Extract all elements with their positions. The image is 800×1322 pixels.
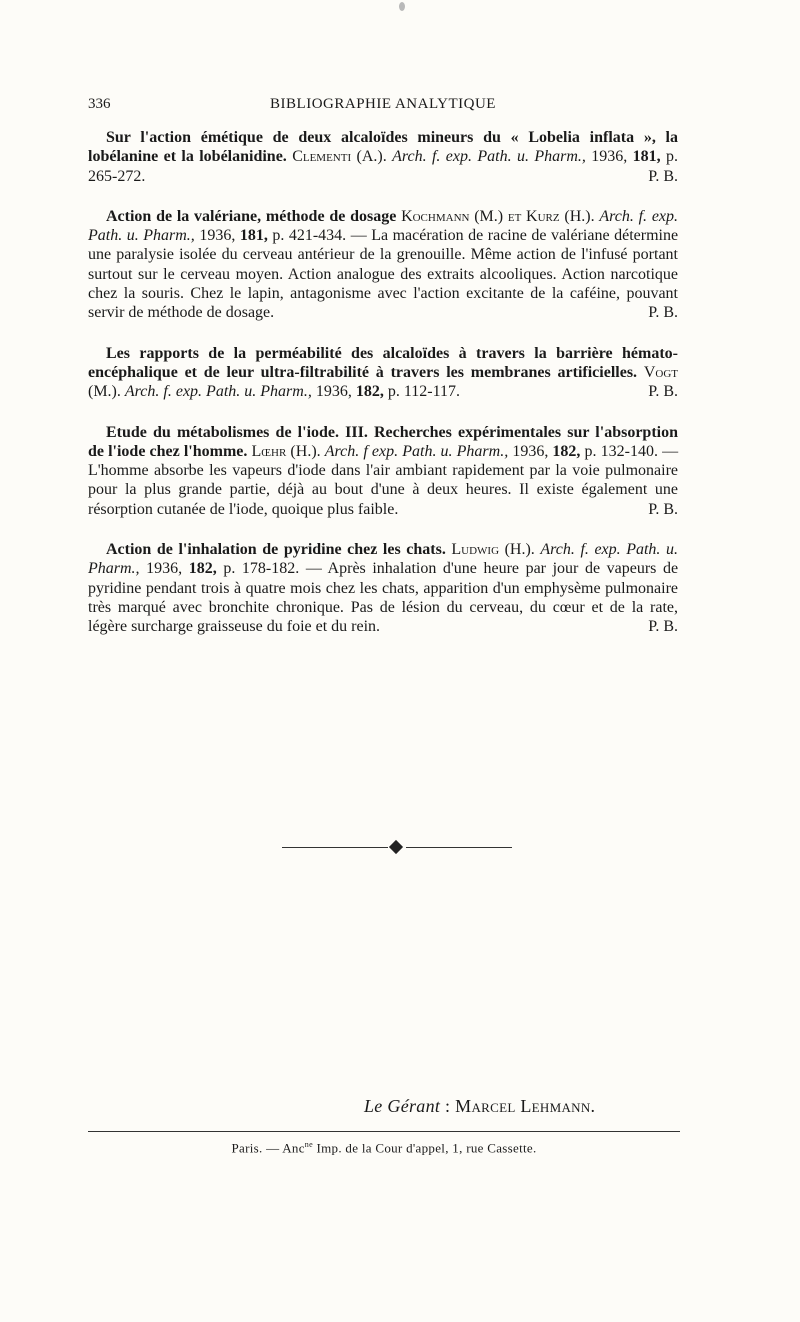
entry-volume: 182, xyxy=(355,383,384,401)
entry-year: 1936, xyxy=(591,148,628,166)
entry-pages: p. 132-140. xyxy=(584,442,658,460)
printer-imprint xyxy=(88,1140,680,1156)
entry-volume: 182, xyxy=(188,560,217,578)
entry-summary: — Après inhalation d'une heure par jour de vapeurs de pyridine pendant trois à quatre mois chez les chats, apparition d'un emphysème pulmonaire très marqué avec bronchite chronique. Pas de lésion du cerveau, du cœur et de la rate, légère surcharge graisseuse du foie et du rein. xyxy=(88,560,679,636)
entry-title: Les rapports de la perméabilité des alcaloïdes à travers la barrière hémato-encéphalique et de leur ultra-filtrabilité à travers les membranes artificielles. xyxy=(88,344,678,381)
entry-source: Arch. f. exp. Path. u. Pharm., xyxy=(124,383,312,401)
entry-signature: P. B. xyxy=(648,167,678,185)
gerant-label: Le Gérant xyxy=(364,1096,441,1116)
entry-signature: P. B. xyxy=(648,304,678,322)
entry-volume: 182, xyxy=(552,442,581,460)
entry-author: Clementi (A.). xyxy=(292,148,387,166)
imprint-rest: Imp. de la Cour d'appel, 1, rue Cassette. xyxy=(312,1140,537,1156)
entry-author: Ludwig (H.). xyxy=(451,541,535,559)
bibliography-entry xyxy=(88,540,678,636)
entry-volume: 181, xyxy=(239,227,268,245)
entry-author: Kochmann (M.) et Kurz (H.). xyxy=(401,207,595,225)
gerant-separator: : xyxy=(445,1096,451,1116)
entry-title: Etude du métabolismes de l'iode. III. Recherches expérimentales sur l'absorption de l'iode chez l'homme. xyxy=(88,423,678,460)
entry-title: Sur l'action émétique de deux alcaloïdes mineurs du « Lobelia inflata », la lobélanine et la lobélanidine. xyxy=(88,129,678,166)
entry-year: 1936, xyxy=(146,560,183,578)
entry-summary: — La macération de racine de valériane détermine une paralysie isolée du cerveau antérieur de la grenouille. Même action de l'infusé portant surtout sur le cerveau moyen. Action analogue des extraits alcooliques. Action narcotique chez la souris. Chez le lapin, antagonisme avec l'action excitante de la caféine, pouvant servir de méthode de dosage. xyxy=(88,227,679,322)
entry-signature: P. B. xyxy=(648,500,678,518)
entry-title: Action de l'inhalation de pyridine chez les chats. xyxy=(106,541,446,559)
imprint-prefix: Paris. — Anc xyxy=(231,1140,305,1156)
entry-source: Arch. f. exp. Path. u. Pharm., xyxy=(392,148,586,166)
entry-author: Lœhr (H.). xyxy=(251,442,321,460)
entry-title: Action de la valériane, méthode de dosage xyxy=(106,207,397,225)
running-title: BIBLIOGRAPHIE ANALYTIQUE xyxy=(270,96,496,112)
entry-author: Vogt (M.). xyxy=(88,363,678,401)
bibliography-entry xyxy=(88,128,678,186)
gerant-name: Marcel Lehmann. xyxy=(455,1096,596,1116)
divider-line-right xyxy=(406,847,512,848)
entry-signature: P. B. xyxy=(648,383,678,401)
entry-pages: p. 178-182. xyxy=(223,560,300,578)
entry-year: 1936, xyxy=(315,383,352,401)
scan-speck xyxy=(399,2,405,11)
entry-volume: 181, xyxy=(632,148,661,166)
gerant-signature-line xyxy=(364,1096,595,1117)
entry-source: Arch. f. exp. Path. u. Pharm., xyxy=(88,541,678,578)
footer-rule xyxy=(88,1131,680,1132)
entry-year: 1936, xyxy=(199,227,236,245)
entry-signature: P. B. xyxy=(648,618,678,636)
section-divider-ornament xyxy=(282,840,512,856)
entry-year: 1936, xyxy=(512,442,549,460)
entry-pages: p. 421-434. xyxy=(272,227,347,245)
entry-pages: p. 112-117. xyxy=(387,383,460,401)
running-head xyxy=(88,96,678,118)
diamond-icon xyxy=(389,840,403,854)
bibliography-entry xyxy=(88,423,678,519)
entry-source: Arch. f exp. Path. u. Pharm., xyxy=(324,442,509,460)
page-number: 336 xyxy=(88,96,111,112)
entry-source: Arch. f. exp. Path. u. Pharm., xyxy=(88,207,679,245)
bibliography-entry xyxy=(88,207,678,323)
entry-summary: — L'homme absorbe les vapeurs d'iode dans l'air ambiant rapidement par la voie pulmonaire pour la plus grande partie, déjà au bout d'une à deux heures. Il existe également une résorption cutanée de l'iode, quoique plus faible. xyxy=(88,442,679,518)
divider-line-left xyxy=(282,847,388,848)
bibliography-entries xyxy=(88,128,678,658)
entry-pages: p. 265-272. xyxy=(88,148,679,185)
imprint-superscript: ne xyxy=(304,1140,313,1149)
bibliography-entry xyxy=(88,344,678,402)
